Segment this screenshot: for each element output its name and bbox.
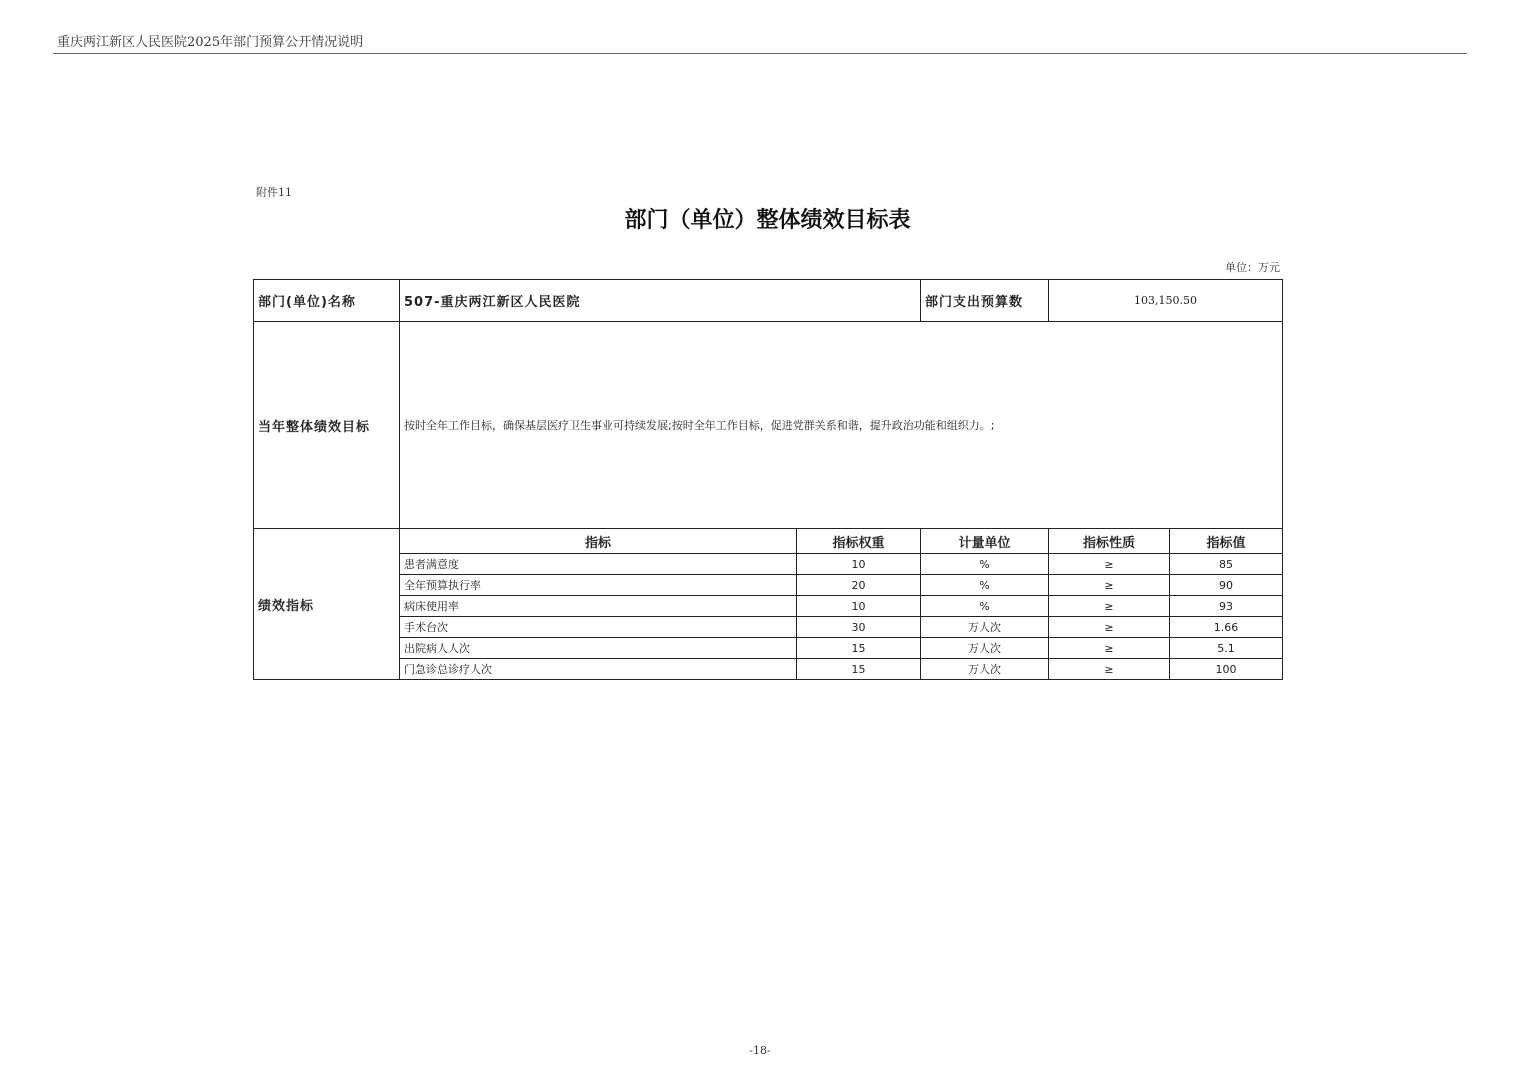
dept-name-value: 507-重庆两江新区人民医院 xyxy=(400,280,921,322)
indicator-section-label: 绩效指标 xyxy=(254,529,400,680)
indicator-value: 90 xyxy=(1170,575,1283,596)
col-header-value: 指标值 xyxy=(1170,529,1283,554)
indicator-value: 1.66 xyxy=(1170,617,1283,638)
indicator-nature: ≥ xyxy=(1049,554,1170,575)
col-header-unit: 计量单位 xyxy=(921,529,1049,554)
table-row xyxy=(254,617,1283,638)
unit-note: 单位：万元 xyxy=(1225,261,1280,274)
table-row xyxy=(254,554,1283,575)
dept-name-label: 部门(单位)名称 xyxy=(254,280,400,322)
indicator-name: 门急诊总诊疗人次 xyxy=(400,659,797,680)
table-row xyxy=(254,659,1283,680)
col-header-weight: 指标权重 xyxy=(797,529,921,554)
indicator-nature: ≥ xyxy=(1049,617,1170,638)
indicator-name: 病床使用率 xyxy=(400,596,797,617)
indicator-unit: 万人次 xyxy=(921,659,1049,680)
goal-row xyxy=(254,322,1283,529)
indicator-nature: ≥ xyxy=(1049,596,1170,617)
page-number: -18- xyxy=(749,1044,771,1057)
attachment-label: 附件11 xyxy=(256,186,292,199)
indicator-value: 85 xyxy=(1170,554,1283,575)
page-header-title: 重庆两江新区人民医院2025年部门预算公开情况说明 xyxy=(57,35,364,50)
performance-target-table xyxy=(253,279,1283,680)
header-divider xyxy=(53,53,1467,54)
indicator-weight: 10 xyxy=(797,554,921,575)
dept-row xyxy=(254,280,1283,322)
col-header-indicator: 指标 xyxy=(400,529,797,554)
indicator-weight: 15 xyxy=(797,638,921,659)
indicator-weight: 30 xyxy=(797,617,921,638)
budget-value: 103,150.50 xyxy=(1049,280,1283,322)
goal-label: 当年整体绩效目标 xyxy=(254,322,400,529)
indicator-value: 5.1 xyxy=(1170,638,1283,659)
indicator-unit: % xyxy=(921,554,1049,575)
indicator-nature: ≥ xyxy=(1049,575,1170,596)
budget-label: 部门支出预算数 xyxy=(921,280,1049,322)
indicator-header-row xyxy=(254,529,1283,554)
table-title: 部门（单位）整体绩效目标表 xyxy=(624,207,911,233)
indicator-unit: 万人次 xyxy=(921,638,1049,659)
table-row xyxy=(254,638,1283,659)
indicator-unit: % xyxy=(921,596,1049,617)
indicator-weight: 15 xyxy=(797,659,921,680)
indicator-nature: ≥ xyxy=(1049,659,1170,680)
indicator-value: 93 xyxy=(1170,596,1283,617)
indicator-unit: 万人次 xyxy=(921,617,1049,638)
indicator-weight: 20 xyxy=(797,575,921,596)
indicator-unit: % xyxy=(921,575,1049,596)
indicator-nature: ≥ xyxy=(1049,638,1170,659)
indicator-name: 手术台次 xyxy=(400,617,797,638)
indicator-value: 100 xyxy=(1170,659,1283,680)
indicator-weight: 10 xyxy=(797,596,921,617)
indicator-name: 出院病人人次 xyxy=(400,638,797,659)
table-row xyxy=(254,575,1283,596)
goal-text: 按时全年工作目标，确保基层医疗卫生事业可持续发展;按时全年工作目标，促进党群关系和谐，提升政治功能和组织力。; xyxy=(400,322,1283,529)
col-header-nature: 指标性质 xyxy=(1049,529,1170,554)
indicator-name: 全年预算执行率 xyxy=(400,575,797,596)
indicator-name: 患者满意度 xyxy=(400,554,797,575)
table-row xyxy=(254,596,1283,617)
